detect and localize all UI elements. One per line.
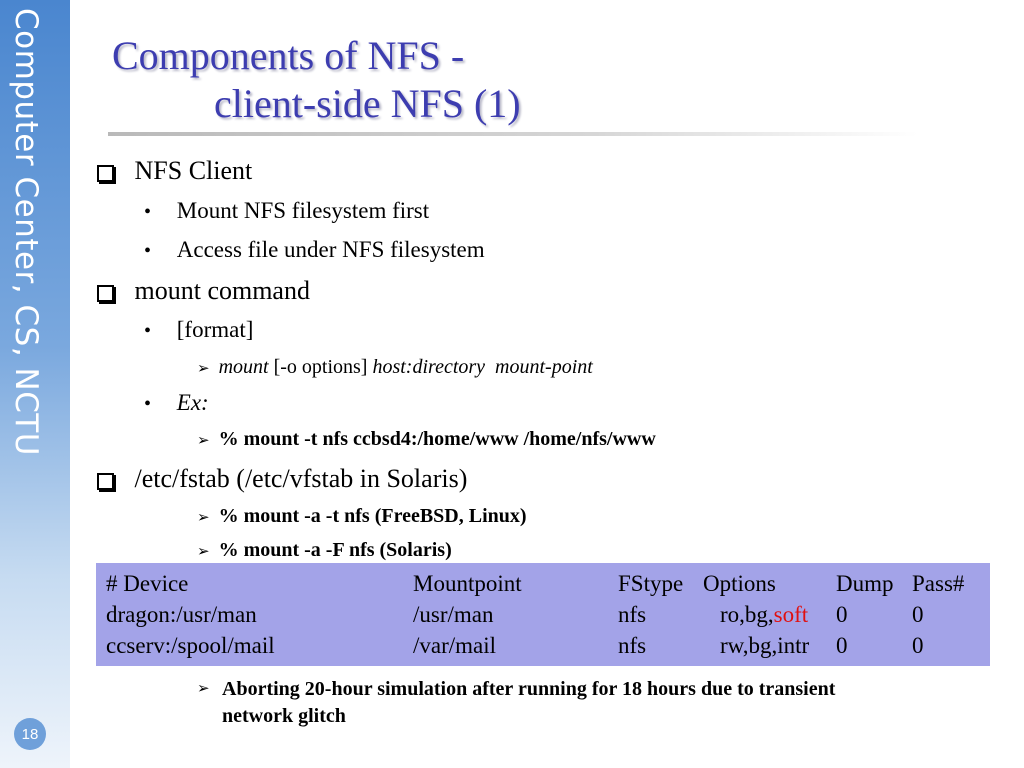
- arrow-bullet-icon: ➢: [197, 433, 210, 449]
- square-bullet-icon: [97, 165, 114, 182]
- bullet-text: Access file under NFS filesystem: [176, 237, 485, 262]
- fstab-device: ccserv:/spool/mail: [106, 633, 275, 658]
- fstab-fstype: nfs: [618, 633, 647, 658]
- square-bullet-icon: [97, 473, 114, 490]
- fstab-mountpoint: /var/mail: [413, 633, 497, 658]
- fstab-cmd-freebsd: [197, 505, 527, 528]
- bullet-fstab: [97, 464, 467, 494]
- bullet-access-file: [144, 237, 485, 263]
- fstab-pass: 0: [912, 602, 924, 627]
- bullet-mount-first: [144, 198, 429, 224]
- note-text: [222, 676, 835, 730]
- bullet-text: NFS Client: [134, 156, 253, 185]
- title-divider: [108, 132, 918, 136]
- fstab-cmd-text: % mount -a -t nfs (FreeBSD, Linux): [218, 505, 527, 527]
- dot-bullet-icon: •: [144, 201, 152, 223]
- bullet-text: Mount NFS filesystem first: [176, 198, 430, 223]
- arrow-bullet-icon: ➢: [197, 510, 210, 526]
- fstab-fstype: nfs: [618, 602, 647, 627]
- fstab-dump: 0: [836, 633, 848, 658]
- fstab-options-prefix: ro,bg,: [720, 602, 774, 627]
- syntax-options: [-o options]: [268, 356, 373, 378]
- bullet-nfs-client: [97, 156, 252, 186]
- fstab-header-options: Options: [703, 571, 776, 596]
- arrow-bullet-icon: ➢: [197, 544, 210, 560]
- syntax-host: host:directory: [372, 356, 486, 378]
- fstab-cmd-text: % mount -a -F nfs (Solaris): [218, 539, 452, 561]
- fstab-header-mountpoint: Mountpoint: [413, 571, 522, 596]
- fstab-header-pass: Pass#: [912, 571, 965, 596]
- sidebar-label: Computer Center, CS, NCTU: [8, 8, 44, 456]
- arrow-bullet-icon: ➢: [197, 681, 210, 697]
- fstab-mountpoint: /usr/man: [413, 602, 494, 627]
- bullet-text: mount command: [134, 276, 310, 305]
- dot-bullet-icon: •: [144, 320, 152, 342]
- format-syntax: [197, 356, 593, 379]
- slide-title: [112, 32, 521, 128]
- title-line-2: client-side NFS (1): [214, 81, 521, 126]
- syntax-mount-point: mount-point: [485, 356, 593, 378]
- dot-bullet-icon: •: [144, 393, 152, 415]
- bullet-format: [144, 317, 253, 343]
- page-number: 18: [14, 718, 46, 750]
- fstab-device: dragon:/usr/man: [106, 602, 257, 627]
- dot-bullet-icon: •: [144, 240, 152, 262]
- sidebar: [0, 0, 70, 768]
- fstab-table: [96, 563, 990, 666]
- fstab-header-fstype: FStype: [618, 571, 684, 596]
- square-bullet-icon: [97, 285, 114, 302]
- fstab-options-highlight: soft: [773, 602, 809, 627]
- note-bullet: [197, 676, 210, 699]
- syntax-cmd: mount: [218, 356, 269, 378]
- fstab-header-device: # Device: [106, 571, 189, 596]
- note-line-1: Aborting 20-hour simulation after running for 18 hours due to transient: [222, 678, 836, 700]
- bullet-text: [format]: [176, 317, 254, 342]
- bullet-text: Ex:: [176, 390, 209, 415]
- title-line-1: Components of NFS -: [112, 33, 465, 78]
- bullet-ex: [144, 390, 209, 416]
- bullet-mount-command: [97, 276, 310, 306]
- fstab-options-prefix: rw,bg,intr: [720, 633, 810, 658]
- note-line-2: network glitch: [222, 705, 346, 727]
- fstab-dump: 0: [836, 602, 848, 627]
- ex-command-text: % mount -t nfs ccbsd4:/home/www /home/nfs/www: [218, 428, 656, 450]
- ex-command: [197, 428, 656, 451]
- fstab-cmd-solaris: [197, 539, 452, 562]
- fstab-options: [720, 602, 808, 628]
- arrow-bullet-icon: ➢: [197, 361, 210, 377]
- bullet-text: /etc/fstab (/etc/vfstab in Solaris): [134, 464, 468, 493]
- fstab-options: [720, 633, 809, 659]
- fstab-pass: 0: [912, 633, 924, 658]
- fstab-header-dump: Dump: [836, 571, 894, 596]
